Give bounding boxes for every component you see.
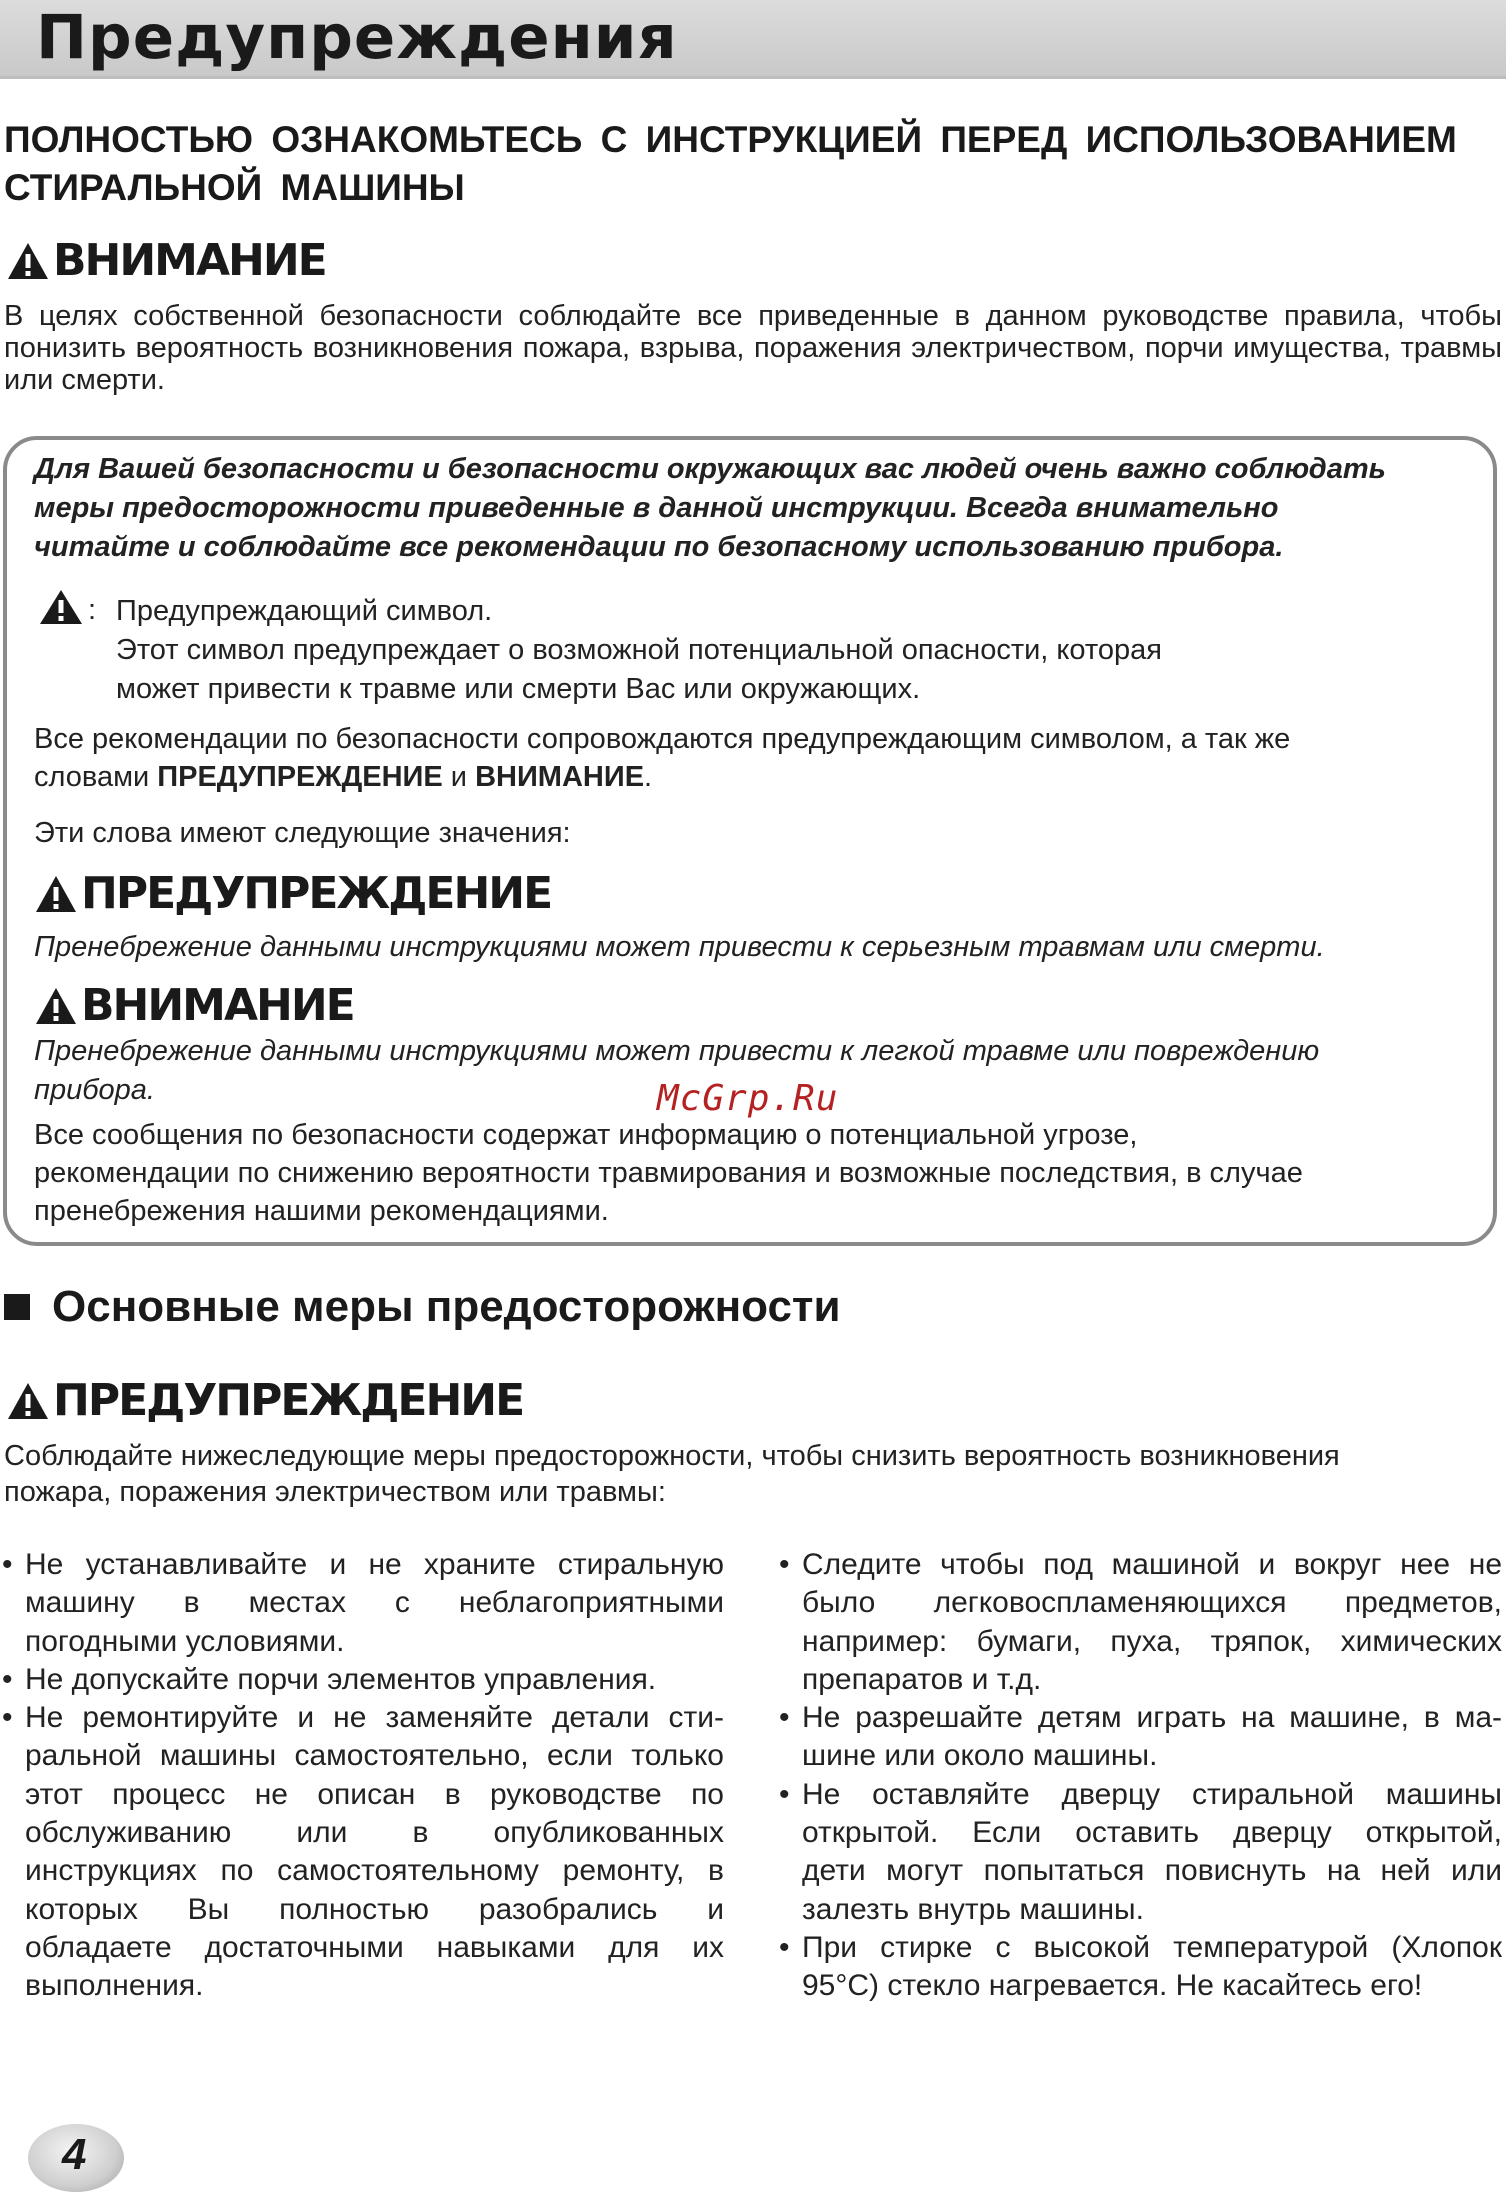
all-messages-line: Все сообщения по безопасности содержат информацию о потенциальной угрозе, — [34, 1119, 1138, 1151]
list-item — [779, 1699, 1502, 1776]
list-item-line: ральной машины самостоятельно, если только — [25, 1739, 724, 1773]
recs-word-caution: ВНИМАНИЕ — [475, 761, 645, 793]
list-item — [2, 1661, 724, 1699]
box-lead-text — [34, 450, 1474, 567]
list-item-line: погодными условиями. — [25, 1624, 345, 1658]
caution-top-text: В целях собственной безопасности соблюдайте все приведенные в данном руководстве правила, чтобы понизить вероятность возникновения пожара, взрыва, поражения электричеством, порчи имущества, травмы или смерти. — [4, 300, 1502, 396]
list-item-line: Не ремонтируйте и не заменяйте детали сти- — [25, 1701, 724, 1735]
list-item-line: инструкциях по самостоятельному ремонту, в — [25, 1854, 724, 1888]
list-item-line: Не разрешайте детям играть на машине, в ма- — [802, 1701, 1502, 1735]
box-caution-line: Пренебрежение данными инструкциями может привести к легкой травме или повреждению — [34, 1035, 1320, 1067]
bullet-icon: • — [779, 1548, 790, 1581]
list-item-line: шине или около машины. — [802, 1739, 1158, 1773]
list-item-line: было легковоспламеняющихся предметов, — [802, 1586, 1502, 1620]
left-precautions-list — [2, 1546, 724, 2006]
box-warning-heading — [34, 866, 551, 922]
bullet-icon: • — [2, 1662, 13, 1696]
list-item — [2, 1699, 724, 2005]
watermark: McGrp.Ru — [657, 1078, 839, 1119]
bullet-icon: • — [2, 1701, 13, 1735]
warning-main-line: Соблюдайте нижеследующие меры предосторожности, чтобы снизить вероятность возникновения — [4, 1440, 1340, 1472]
bullet-icon: • — [779, 1930, 790, 1964]
page-header-band — [0, 0, 1506, 79]
box-warning-heading-text: ПРЕДУПРЕЖДЕНИЕ — [81, 868, 552, 919]
warning-heading-main-text: ПРЕДУПРЕЖДЕНИЕ — [53, 1375, 524, 1426]
page-title: Предупреждения — [36, 2, 678, 73]
list-item-line: например: бумаги, пуха, тряпок, химических — [802, 1624, 1502, 1658]
bullet-icon: • — [2, 1548, 13, 1581]
bullet-icon: • — [779, 1701, 790, 1735]
box-caution-heading-text: ВНИМАНИЕ — [81, 980, 354, 1031]
square-bullet-icon — [4, 1294, 30, 1320]
caution-heading-top — [6, 233, 326, 289]
symbol-line: может привести к травме или смерти Вас или окружающих. — [116, 673, 921, 705]
list-item — [2, 1546, 724, 1661]
symbol-line: Этот символ предупреждает о возможной потенциальной опасности, которая — [116, 634, 1162, 666]
recs-word-warning: ПРЕДУПРЕЖДЕНИЕ — [157, 761, 443, 793]
list-item-line: Не оставляйте дверцу стиральной машины — [802, 1777, 1502, 1811]
recs-pre: словами — [34, 761, 158, 793]
list-item-line: которых Вы полностью разобрались и — [25, 1892, 724, 1926]
box-warning-text: Пренебрежение данными инструкциями может привести к серьезным травмам или смерти. — [34, 931, 1325, 963]
box-caution-line: прибора. — [34, 1074, 155, 1106]
list-item-line: Не устанавливайте и не храните стиральную — [25, 1548, 724, 1581]
section-heading — [4, 1282, 841, 1332]
intro-line-1: ПОЛНОСТЬЮ ОЗНАКОМЬТЕСЬ С ИНСТРУКЦИЕЙ ПЕРЕД ИСПОЛЬЗОВАНИЕМ — [4, 119, 1457, 160]
warning-main-line: пожара, поражения электричеством или травмы: — [4, 1476, 666, 1508]
box-caution-heading — [34, 978, 354, 1034]
list-item — [779, 1776, 1502, 1929]
recommendations-line-2 — [34, 758, 1290, 796]
recommendations-text — [34, 720, 1290, 796]
all-messages-text — [34, 1116, 1303, 1230]
warning-triangle-icon — [38, 588, 84, 626]
list-item-line: обладаете достаточными навыками для их — [25, 1930, 724, 1964]
list-item-line: 95°C) стекло нагревается. Не касайтесь его! — [802, 1969, 1423, 2003]
warning-triangle-icon — [6, 241, 50, 281]
recs-dot: . — [644, 761, 653, 793]
list-item-line: этот процесс не описан в руководстве по — [25, 1777, 724, 1811]
box-lead-line: читайте и соблюдайте все рекомендации по безопасному использованию прибора. — [34, 531, 1284, 563]
symbol-colon: : — [88, 594, 97, 626]
bullet-icon: • — [779, 1777, 790, 1811]
page-number: 4 — [62, 2130, 87, 2179]
list-item-line: препаратов и т.д. — [802, 1662, 1042, 1696]
list-item-line: выполнения. — [25, 1969, 204, 2003]
meanings-text: Эти слова имеют следующие значения: — [34, 817, 571, 849]
warning-main-text — [4, 1438, 1340, 1510]
box-lead-line: меры предосторожности приведенные в данной инструкции. Всегда внимательно — [34, 492, 1279, 524]
caution-heading-text: ВНИМАНИЕ — [53, 235, 326, 286]
warning-triangle-icon — [34, 986, 78, 1026]
list-item-line: открытой. Если оставить дверцу открытой, — [802, 1816, 1502, 1850]
intro-line-2: СТИРАЛЬНОЙ МАШИНЫ — [4, 167, 465, 208]
list-item-line: Следите чтобы под машиной и вокруг нее не — [802, 1548, 1502, 1581]
list-item-line: обслуживанию или в опубликованных — [25, 1816, 724, 1850]
all-messages-line: пренебрежения нашими рекомендациями. — [34, 1195, 609, 1227]
section-title: Основные меры предосторожности — [52, 1282, 841, 1331]
list-item-line: машину в местах с неблагоприятными — [25, 1586, 724, 1620]
all-messages-line: рекомендации по снижению вероятности травмирования и возможные последствия, в случае — [34, 1157, 1303, 1189]
list-item — [779, 1929, 1502, 2006]
intro-heading — [4, 116, 1504, 212]
symbol-legend-icon-wrap — [38, 588, 84, 631]
list-item — [779, 1546, 1502, 1699]
page-number-badge — [28, 2124, 124, 2192]
warning-triangle-icon — [34, 874, 78, 914]
list-item-line: Не допускайте порчи элементов управления. — [25, 1662, 657, 1696]
right-precautions-list — [779, 1546, 1502, 2006]
warning-heading-main — [6, 1373, 523, 1429]
warning-triangle-icon — [6, 1381, 50, 1421]
recs-and: и — [442, 761, 476, 793]
list-item-line: дети могут попытаться повиснуть на ней или — [802, 1854, 1502, 1888]
symbol-legend-text — [116, 592, 1162, 709]
box-lead-line: Для Вашей безопасности и безопасности окружающих вас людей очень важно соблюдать — [34, 453, 1386, 485]
list-item-line: При стирке с высокой температурой (Хлопок — [802, 1930, 1502, 1964]
recommendations-line-1: Все рекомендации по безопасности сопровождаются предупреждающим символом, а так же — [34, 723, 1291, 755]
list-item-line: залезть внутрь машины. — [802, 1892, 1144, 1926]
symbol-line: Предупреждающий символ. — [116, 595, 493, 627]
